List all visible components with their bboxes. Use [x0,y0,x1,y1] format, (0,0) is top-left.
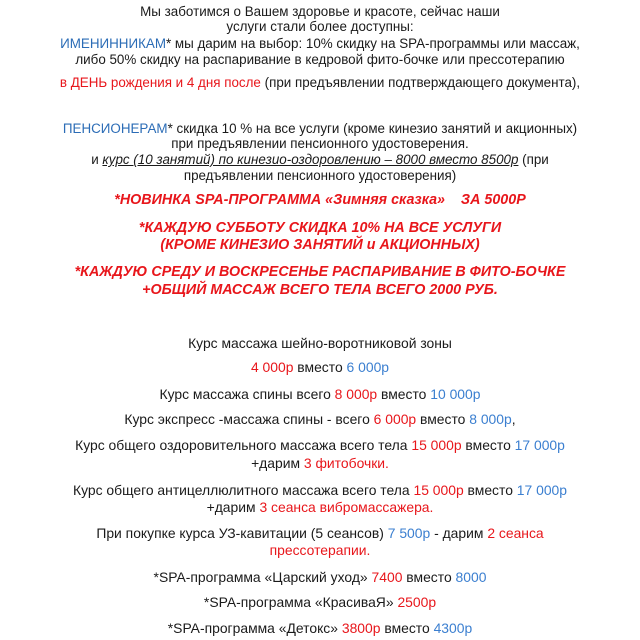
birthday-period: в ДЕНЬ рождения и 4 дня после [59,75,261,90]
spa-tsarsky: *SPA-программа «Царский уход» 7400 вместо 8000 [153,569,487,585]
course-cavitation-line-2: прессотерапии. [269,542,371,558]
course-neck-price: 4 000р вместо 6 000р [250,359,390,375]
pension-offer-line-4: предъявлении пенсионного удостоверения) [183,168,457,183]
promo-saturday-line-2: (КРОМЕ КИНЕЗИО ЗАНЯТИЙ и АКЦИОННЫХ) [160,237,480,253]
course-anticellulite-line-2: +дарим 3 сеанса вибромассажера. [206,499,434,515]
spa-detox: *SPA-программа «Детокс» 3800р вместо 4300р [167,620,473,636]
promo-winter-tale [0,192,640,208]
pension-offer-line-3 [0,152,640,168]
birthday-text: * мы дарим на выбор: 10% скидку на SPA-программы или массаж, [165,36,580,51]
birthday-offer-line-3 [0,75,640,91]
pension-text: * скидка 10 % на все услуги (кроме кинезио занятий и акционных) [167,121,578,136]
course-anticellulite-line-1: Курс общего антицеллюлитного массажа всего тела 15 000р вместо 17 000р [72,482,567,498]
pension-kinesio-course: курс (10 занятий) по кинезио-оздоровлению – 8000 вместо 8500р [102,152,519,167]
course-express-back: Курс экспресс -массажа спины - всего 6 000р вместо 8 000р, [124,411,516,427]
spa-krasivaya: *SPA-программа «КрасиваЯ» 2500р [203,594,437,610]
birthday-label: ИМЕНИННИКАМ [60,36,166,51]
promo-wed-sun-line-1: *КАЖДУЮ СРЕДУ И ВОСКРЕСЕНЬЕ РАСПАРИВАНИЕ В ФИТО-БОЧКЕ [74,264,566,280]
pension-label: ПЕНСИОНЕРАМ [62,121,168,136]
course-wellness-line-1: Курс общего оздоровительного массажа всего тела 15 000р вместо 17 000р [75,437,565,453]
promo-saturday-line-1: *КАЖДУЮ СУББОТУ СКИДКА 10% НА ВСЕ УСЛУГИ [138,220,502,236]
intro-line-2: услуги стали более доступны: [226,19,414,34]
promo-winter-tale-title: *НОВИНКА SPA-ПРОГРАММА «Зимняя сказка» [114,192,446,208]
pension-offer-line-2: при предъявлении пенсионного удостоверения. [171,136,469,151]
promo-winter-tale-price: ЗА 5000Р [460,192,526,208]
birthday-condition: (при предъявлении подтверждающего документа), [260,75,581,90]
birthday-offer-line-2: либо 50% скидку на распаривание в кедровой фито-бочке или прессотерапию [75,52,565,67]
course-cavitation-line-1: При покупке курса УЗ-кавитации (5 сеансов) 7 500р - дарим 2 сеанса [96,525,544,541]
course-neck-title: Курс массажа шейно-воротниковой зоны [188,335,452,351]
course-wellness-line-2: +дарим 3 фитобочки. [251,455,389,471]
birthday-offer-line-1 [0,36,640,52]
promo-wed-sun-line-2: +ОБЩИЙ МАССАЖ ВСЕГО ТЕЛА ВСЕГО 2000 РУБ. [142,282,498,298]
pension-and: и [91,152,103,167]
intro-line-1: Мы заботимся о Вашем здоровье и красоте, сейчас наши [140,4,500,19]
pension-condition-start: (при [518,152,549,167]
pension-offer-line-1 [0,121,640,137]
course-back: Курс массажа спины всего 8 000р вместо 10 000р [159,386,481,402]
